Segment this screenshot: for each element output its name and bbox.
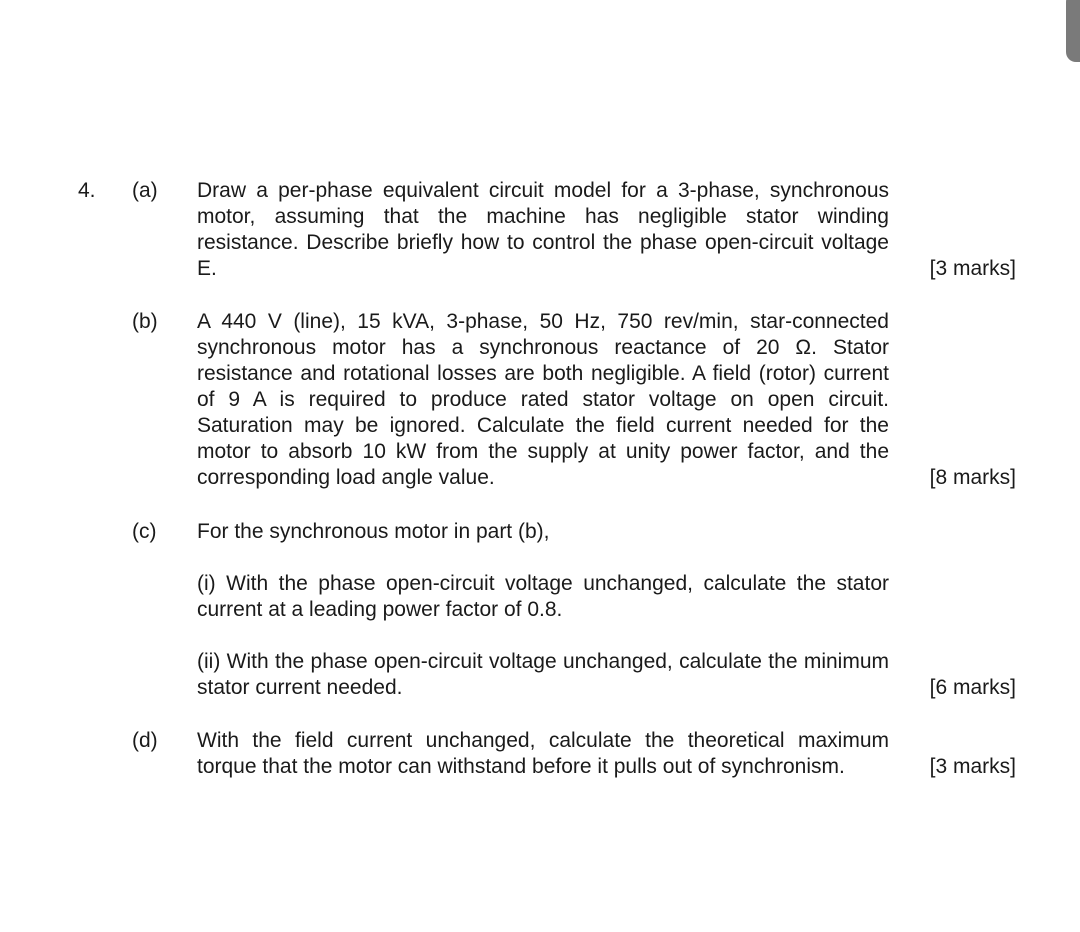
scroll-handle[interactable]	[1066, 0, 1080, 62]
marks-label: [6 marks]	[929, 676, 1016, 699]
part-c-sub-ii: (ii) With the phase open-circuit voltage unchanged, calculate the minimum stator current needed.	[197, 650, 889, 699]
part-c-sub-i: (i) With the phase open-circuit voltage unchanged, calculate the stator current at a leading power factor of 0.8.	[197, 572, 889, 621]
marks-label: [3 marks]	[929, 257, 1016, 280]
part-label: (b)	[132, 310, 158, 333]
part-text	[197, 519, 889, 701]
part-text	[197, 309, 889, 491]
part-b-text: A 440 V (line), 15 kVA, 3-phase, 50 Hz, 750 rev/min, star-connected synchronous motor has a synchronous reactance of 20 Ω. Stator resistance and rotational losses are both negligible. A field (rotor) current of 9 A is required to produce rated stator voltage on open circuit. Saturation may be ignored. Calculate the field current needed for the motor to absorb 10 kW from the supply at unity power factor, and the corresponding load angle value.	[197, 310, 889, 489]
question-number: 4.	[78, 179, 96, 202]
part-text	[197, 178, 889, 282]
part-c-intro: For the synchronous motor in part (b),	[197, 520, 550, 543]
part-d-text: With the field current unchanged, calculate the theoretical maximum torque that the motor can withstand before it pulls out of synchronism.	[197, 729, 889, 778]
part-label: (d)	[132, 729, 158, 752]
part-text	[197, 728, 889, 780]
part-a-text: Draw a per-phase equivalent circuit model for a 3-phase, synchronous motor, assuming that the machine has negligible stator winding resistance. Describe briefly how to control the phase open-circuit voltage E.	[197, 179, 889, 280]
marks-label: [8 marks]	[929, 466, 1016, 489]
part-label: (a)	[132, 179, 158, 202]
part-label: (c)	[132, 520, 157, 543]
marks-label: [3 marks]	[929, 755, 1016, 778]
